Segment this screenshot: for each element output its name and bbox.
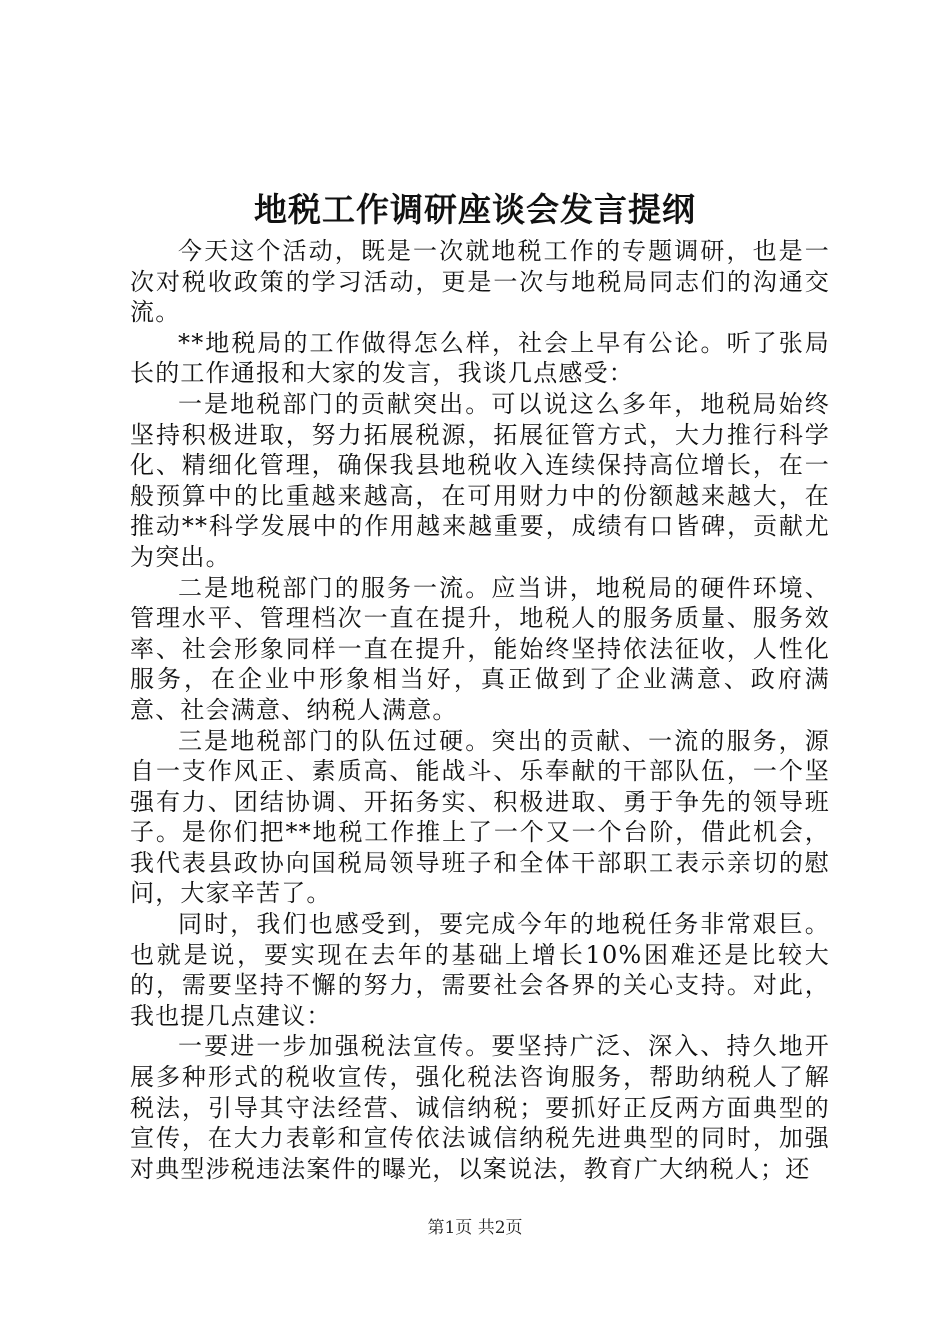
paragraph-impression: **地税局的工作做得怎么样，社会上早有公论。听了张局长的工作通报和大家的发言，我谈几点感受： bbox=[130, 328, 830, 388]
page-number: 第1页 共2页 bbox=[427, 1218, 523, 1238]
document-body bbox=[130, 236, 830, 1184]
paragraph-intro: 今天这个活动，既是一次就地税工作的专题调研，也是一次对税收政策的学习活动，更是一次与地税局同志们的沟通交流。 bbox=[130, 237, 830, 327]
document-title: 地税工作调研座谈会发言提纲 bbox=[254, 190, 696, 229]
paragraph-team: 三是地税部门的队伍过硬。突出的贡献、一流的服务，源自一支作风正、素质高、能战斗、乐奉献的干部队伍，一个坚强有力、团结协调、开拓务实、积极进取、勇于争先的领导班子。是你们把**地税工作推上了一个又一个台阶，借此机会，我代表县政协向国税局领导班子和全体干部职工表示亲切的慰问，大家辛苦了。 bbox=[130, 726, 830, 908]
paragraph-service: 二是地税部门的服务一流。应当讲，地税局的硬件环境、管理水平、管理档次一直在提升，地税人的服务质量、服务效率、社会形象同样一直在提升，能始终坚持依法征收，人性化服务，在企业中形象相当好，真正做到了企业满意、政府满意、社会满意、纳税人满意。 bbox=[130, 573, 830, 724]
paragraph-suggestion-1: 一要进一步加强税法宣传。要坚持广泛、深入、持久地开展多种形式的税收宣传，强化税法咨询服务，帮助纳税人了解税法，引导其守法经营、诚信纳税；要抓好正反两方面典型的宣传，在大力表彰和宣传依法诚信纳税先进典型的同时，加强对典型涉税违法案件的曝光，以案说法，教育广大纳税人；还 bbox=[130, 1032, 830, 1183]
paragraph-contribution: 一是地税部门的贡献突出。可以说这么多年，地税局始终坚持积极进取，努力拓展税源，拓展征管方式，大力推行科学化、精细化管理，确保我县地税收入连续保持高位增长，在一般预算中的比重越来越高，在可用财力中的份额越来越大，在推动**科学发展中的作用越来越重要，成绩有口皆碑，贡献尤为突出。 bbox=[130, 389, 830, 571]
paragraph-challenge: 同时，我们也感受到，要完成今年的地税任务非常艰巨。也就是说，要实现在去年的基础上增长10%困难还是比较大的，需要坚持不懈的努力，需要社会各界的关心支持。对此，我也提几点建议： bbox=[130, 910, 830, 1030]
